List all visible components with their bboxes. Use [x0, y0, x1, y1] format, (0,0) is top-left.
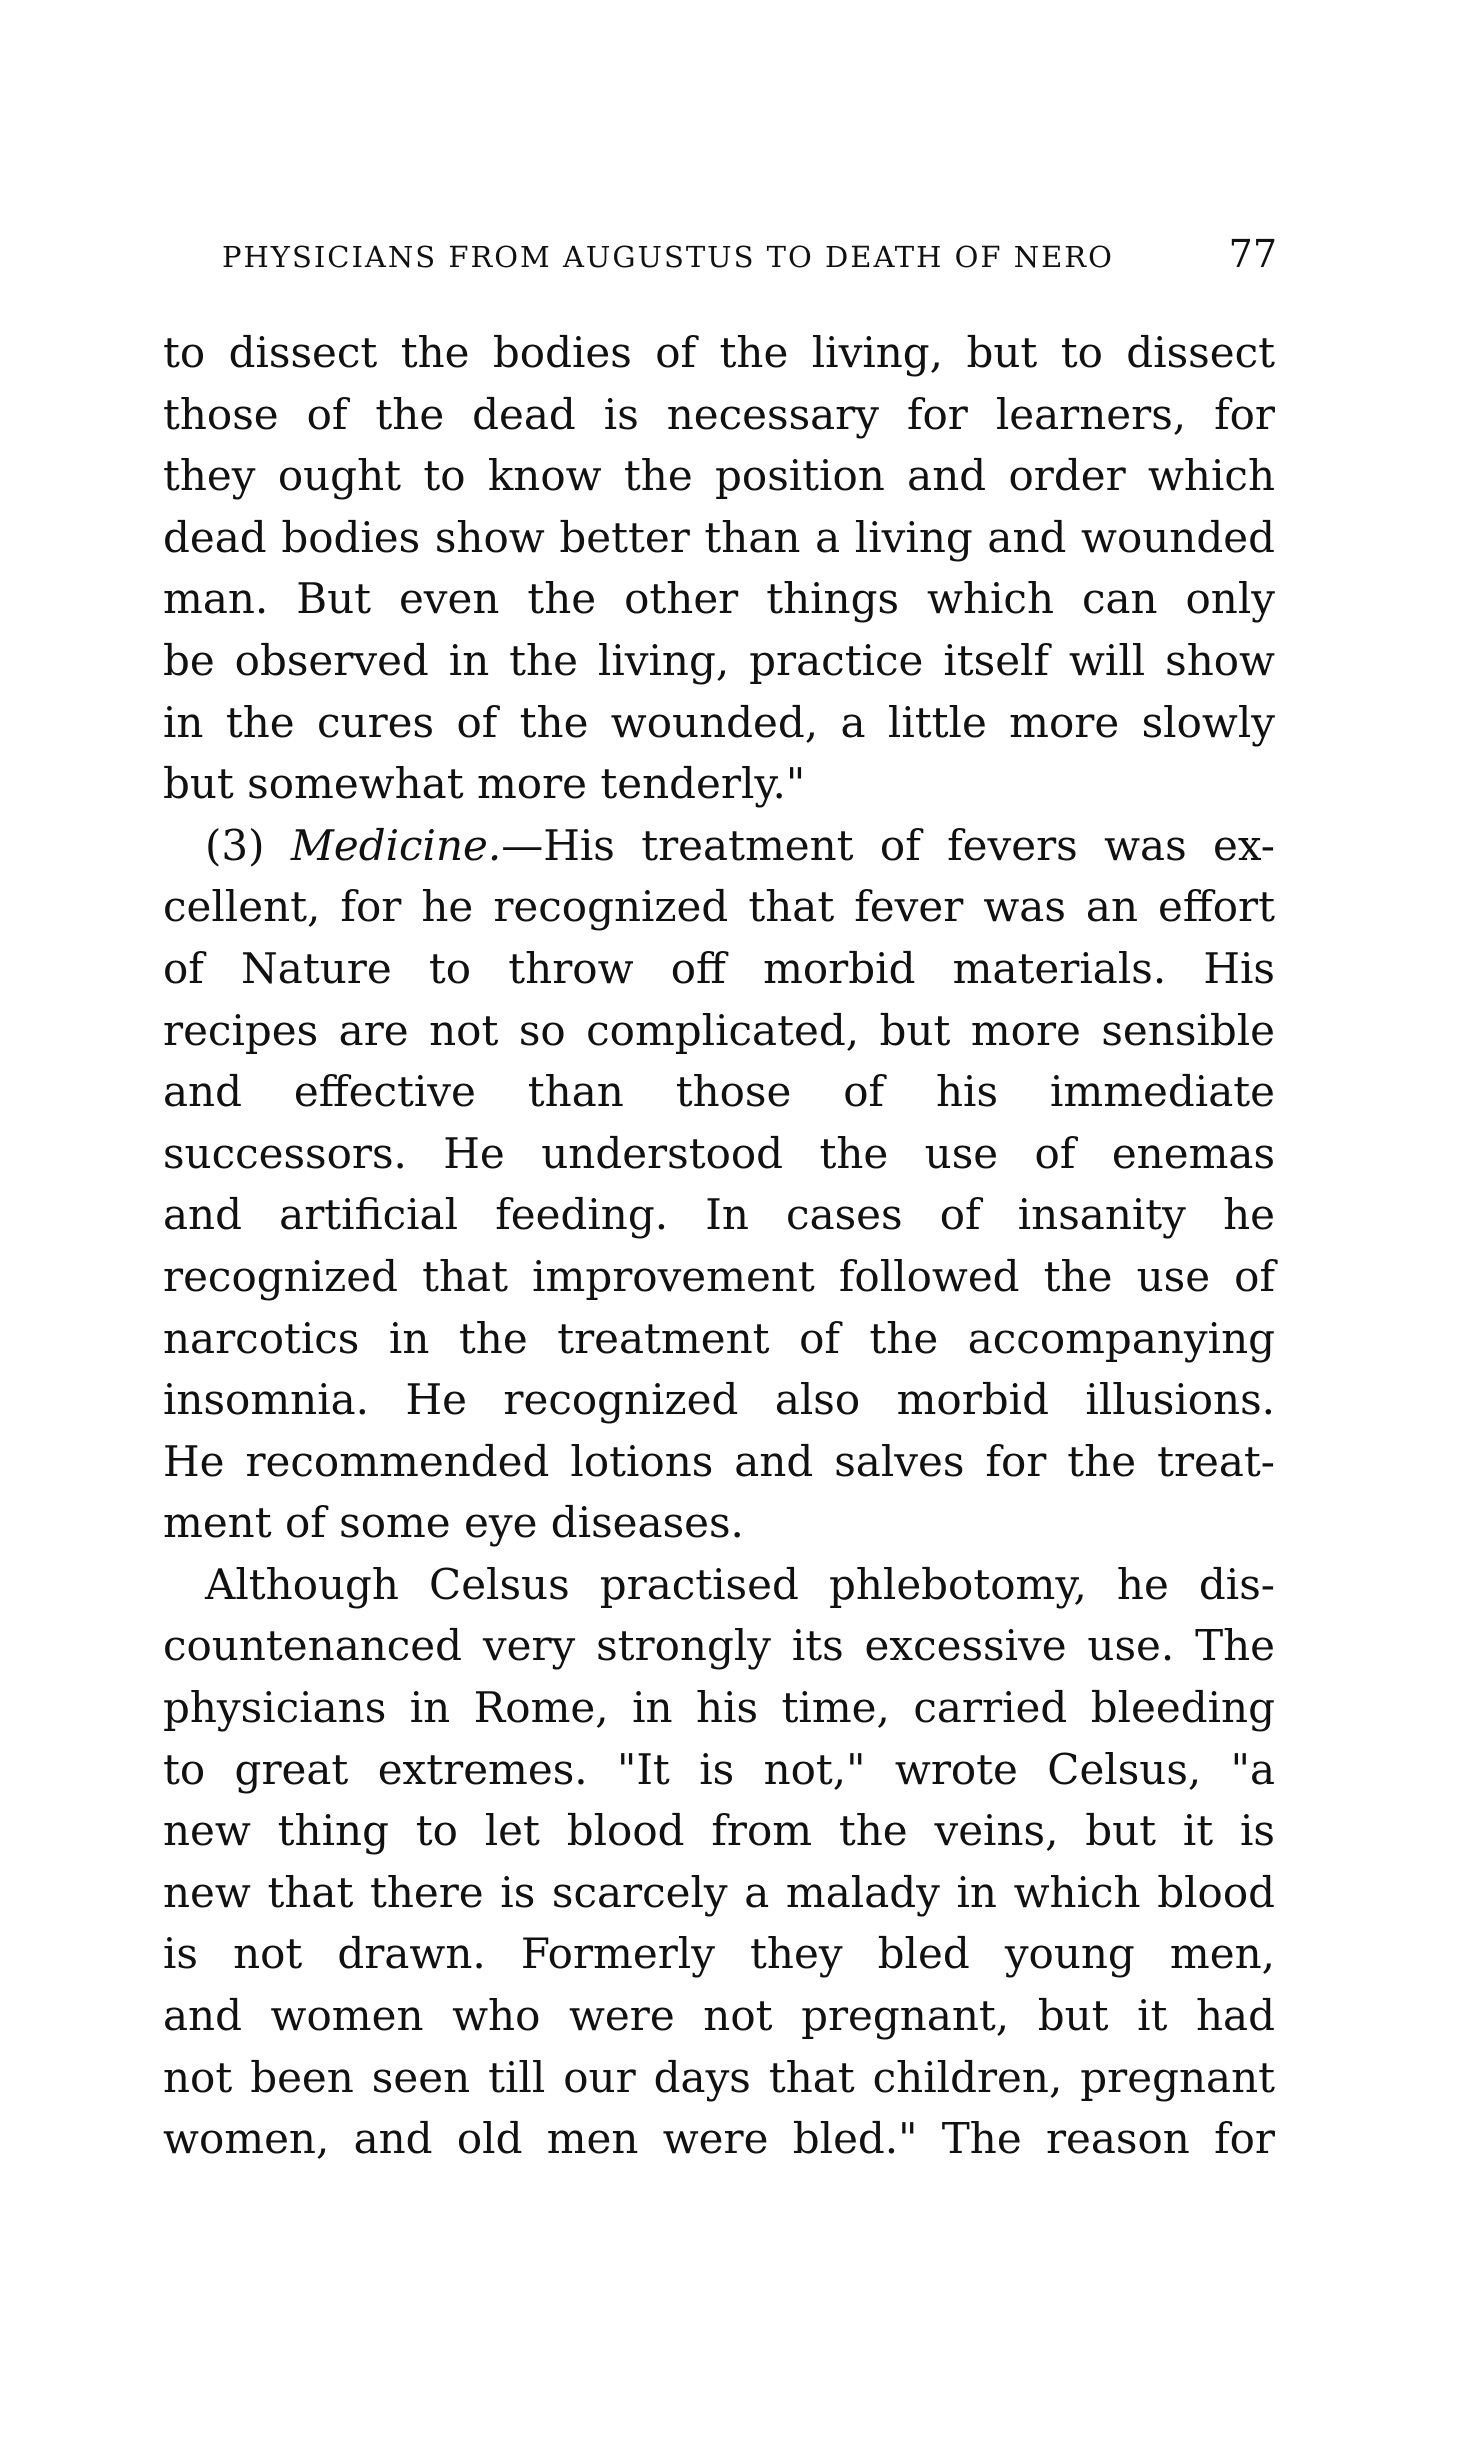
page-number: 77: [1228, 232, 1277, 276]
text-line: cellent, for he recognized that fever was an effort: [163, 882, 1275, 932]
text-line: new that there is scarcely a malady in which blood: [163, 1867, 1275, 1917]
running-title: PHYSICIANS FROM AUGUSTUS TO DEATH OF NERO: [222, 240, 1114, 274]
text-line: to great extremes. "It is not," wrote Celsus, "a: [163, 1744, 1275, 1794]
text-line: they ought to know the position and order which: [163, 451, 1275, 501]
paragraph-phlebotomy: [163, 1554, 1275, 2170]
text-line: to dissect the bodies of the living, but to dissect: [163, 328, 1275, 377]
text-line: dead bodies show better than a living and wounded: [163, 512, 1275, 562]
text-line: of Nature to throw off morbid materials. His: [163, 943, 1275, 993]
text-line: recognized that improvement followed the use of: [163, 1251, 1275, 1301]
paragraph-medicine: [163, 815, 1275, 1554]
running-header: [222, 232, 1277, 292]
text-line: He recommended lotions and salves for the treat-: [163, 1436, 1275, 1486]
text-line: successors. He understood the use of enemas: [163, 1128, 1275, 1178]
text-line: [163, 815, 1275, 877]
text-line: insomnia. He recognized also morbid illusions.: [163, 1375, 1275, 1425]
section-number: (3): [205, 820, 265, 870]
text-line: and artificial feeding. In cases of insanity he: [163, 1190, 1275, 1240]
text-line-rest: —His treatment of fevers was ex-: [501, 820, 1275, 870]
body-text: [163, 322, 1275, 2170]
text-line: new thing to let blood from the veins, but it is: [163, 1806, 1275, 1856]
text-line: narcotics in the treatment of the accompanying: [163, 1313, 1275, 1363]
text-line: those of the dead is necessary for learners, for: [163, 389, 1275, 439]
text-line: man. But even the other things which can only: [163, 574, 1275, 624]
text-line: countenanced very strongly its excessive use. The: [163, 1621, 1275, 1671]
text-line: but somewhat more tenderly.": [163, 759, 806, 809]
text-line: Although Celsus practised phlebotomy, he dis-: [205, 1559, 1275, 1609]
text-line: women, and old men were bled." The reason for: [163, 2114, 1275, 2164]
paragraph-continuation: [163, 322, 1275, 815]
text-line: in the cures of the wounded, a little more slowly: [163, 697, 1275, 747]
text-line: and effective than those of his immediate: [163, 1067, 1275, 1117]
text-line: and women who were not pregnant, but it had: [163, 1991, 1275, 2041]
text-line: ment of some eye diseases.: [163, 1498, 744, 1548]
text-line: be observed in the living, practice itself will show: [163, 635, 1275, 685]
text-line: is not drawn. Formerly they bled young men,: [163, 1929, 1275, 1979]
text-line: recipes are not so complicated, but more sensible: [163, 1005, 1275, 1055]
section-heading: Medicine.: [290, 820, 502, 870]
text-line: not been seen till our days that children, pregnant: [163, 2052, 1275, 2102]
text-line: physicians in Rome, in his time, carried bleeding: [163, 1683, 1275, 1733]
